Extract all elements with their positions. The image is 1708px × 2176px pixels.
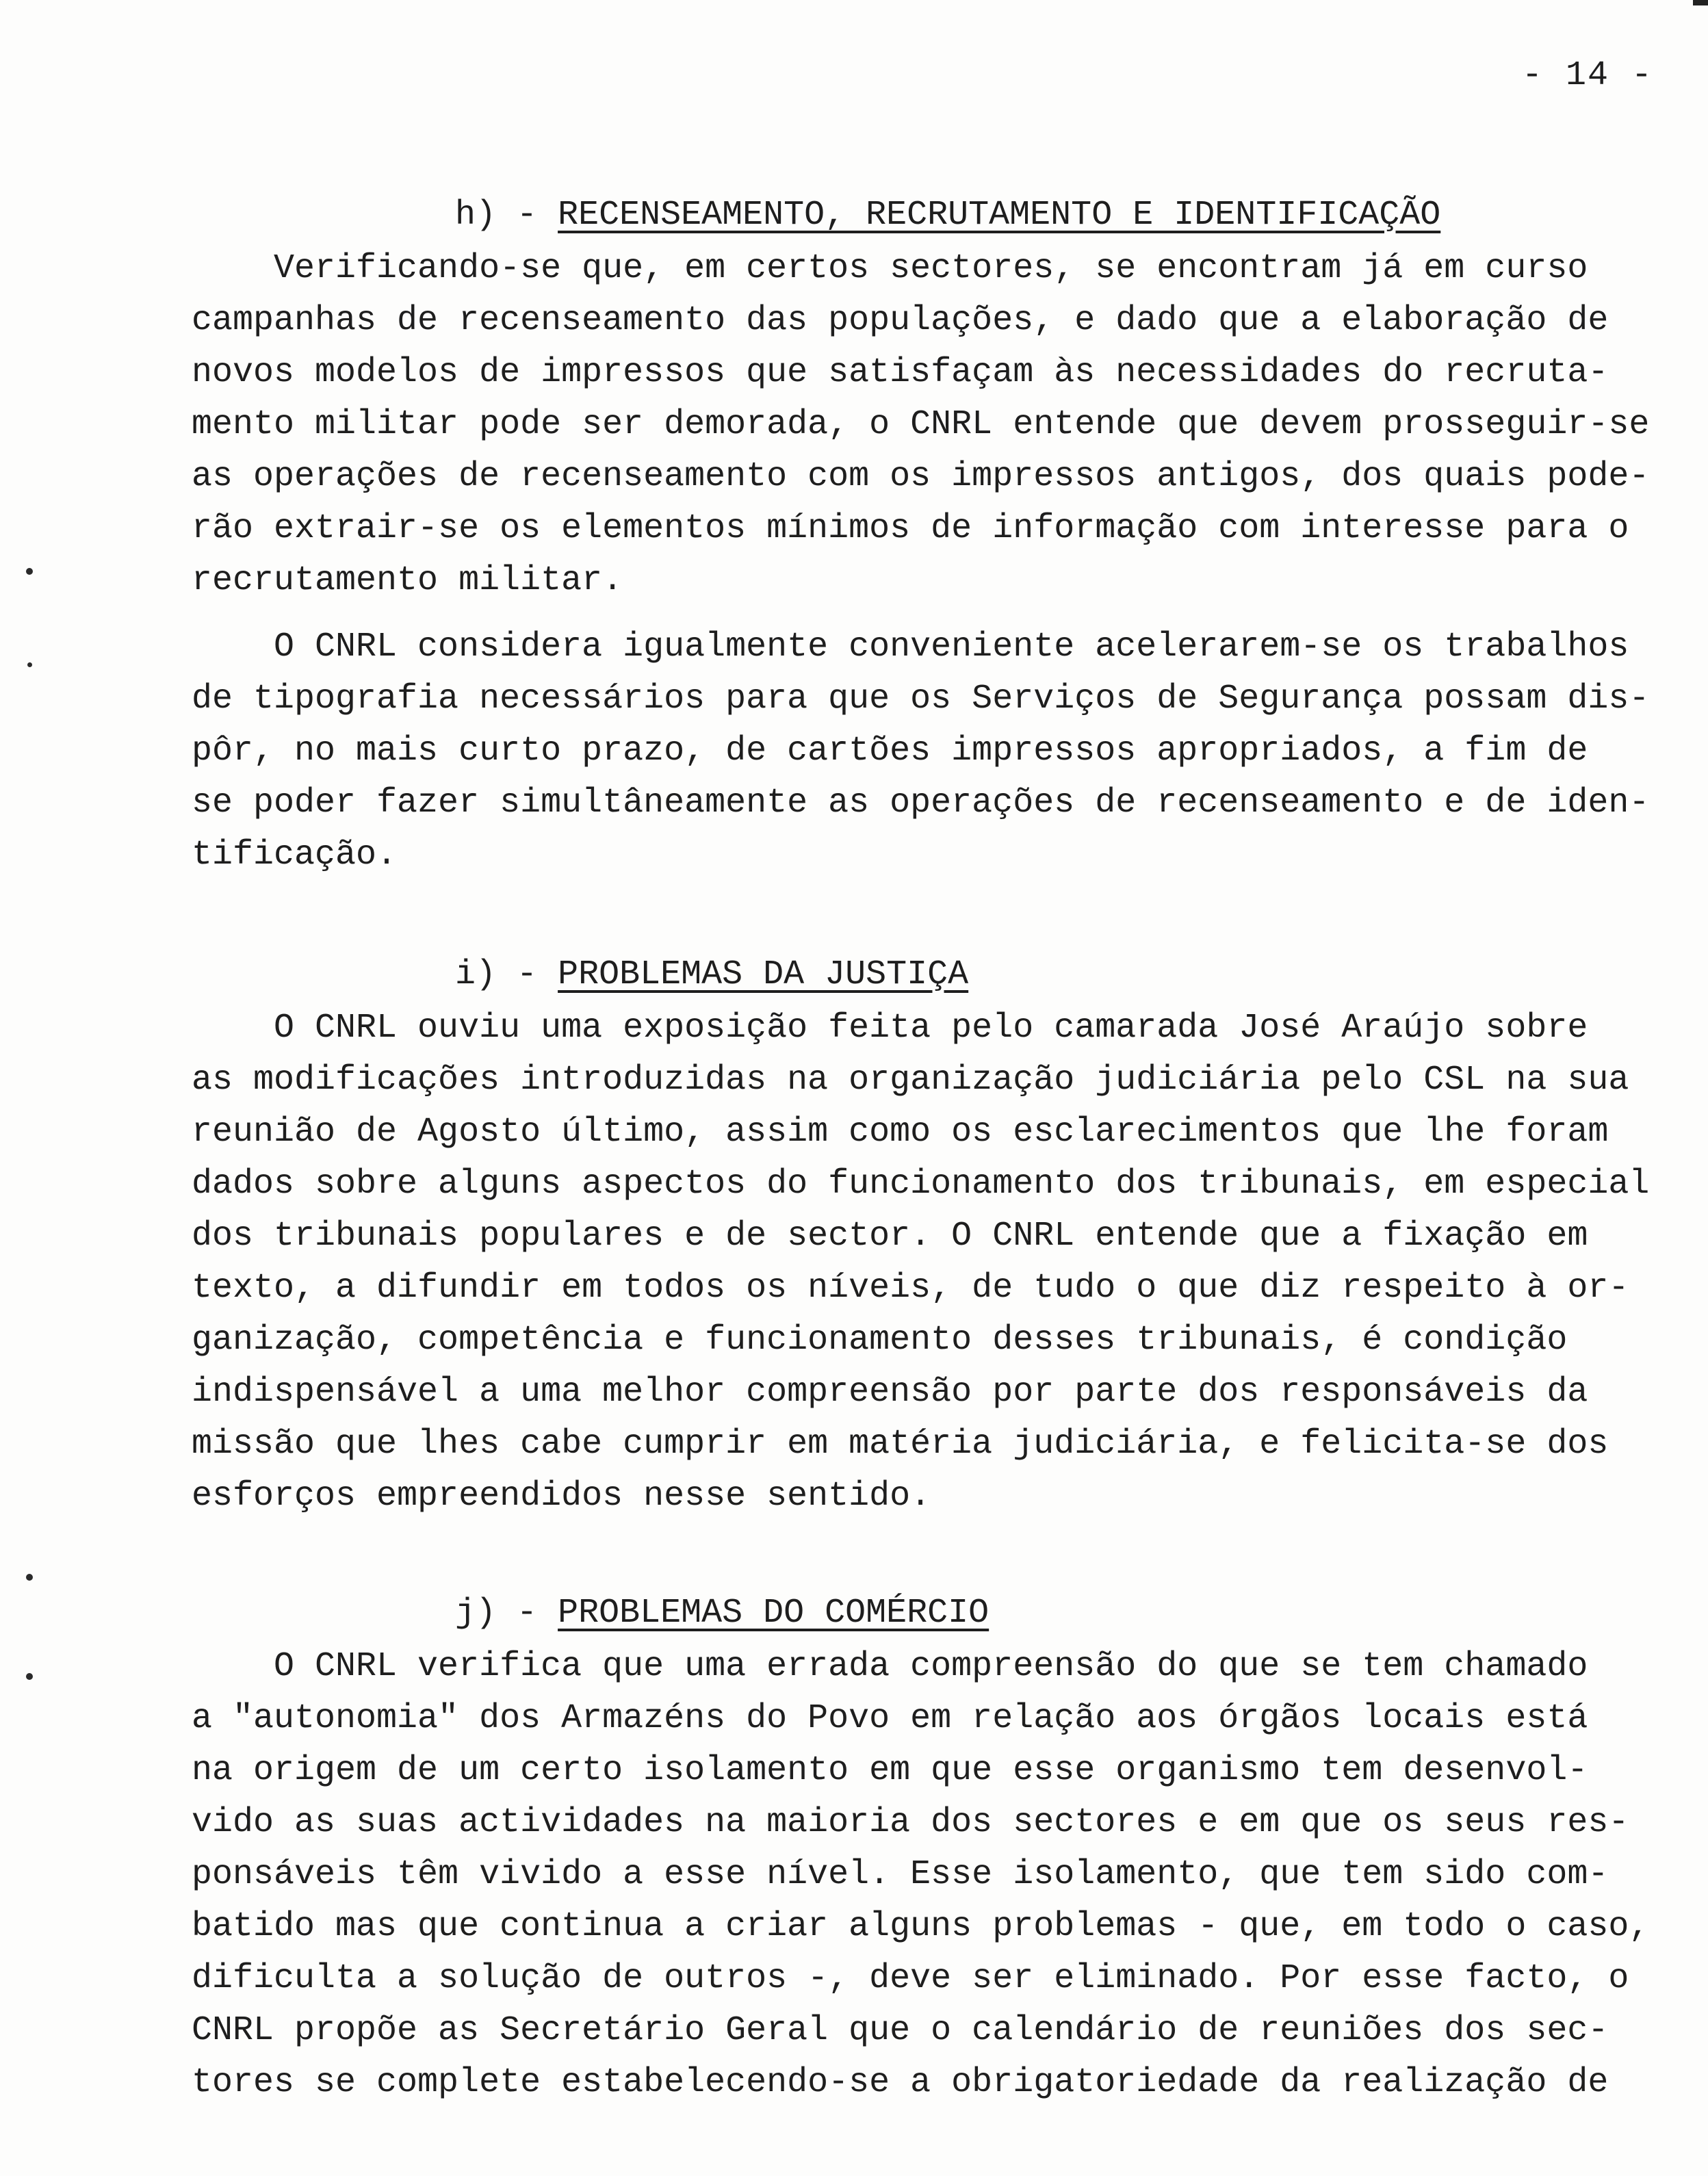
paragraph-comercio (192, 1641, 1683, 2109)
text-line: rão extrair-se os elementos mínimos de informação com interesse para o (192, 509, 1629, 548)
section-heading-title: RECENSEAMENTO, RECRUTAMENTO E IDENTIFICAÇÃO (558, 196, 1441, 235)
text-line: se poder fazer simultâneamente as operações de recenseamento e de iden- (192, 783, 1650, 823)
section-heading-prefix: i) - (455, 955, 558, 994)
page-number: - 14 - (1521, 56, 1653, 95)
text-line: O CNRL verifica que uma errada compreensão do que se tem chamado (192, 1647, 1588, 1686)
section-heading-title: PROBLEMAS DO COMÉRCIO (558, 1594, 989, 1633)
text-line: recrutamento militar. (192, 561, 623, 600)
text-line: novos modelos de impressos que satisfaçam às necessidades do recruta- (192, 353, 1609, 392)
text-line: CNRL propõe as Secretário Geral que o calendário de reuniões dos sec- (192, 2011, 1609, 2050)
text-line: O CNRL considera igualmente conveniente acelerarem-se os trabalhos (192, 627, 1629, 666)
text-line: tores se complete estabelecendo-se a obrigatoriedade da realização de (192, 2063, 1609, 2102)
paragraph-tipografia (192, 621, 1683, 881)
text-line: na origem de um certo isolamento em que esse organismo tem desenvol- (192, 1751, 1588, 1790)
text-line: dificulta a solução de outros -, deve ser eliminado. Por esse facto, o (192, 1959, 1629, 1998)
text-line: batido mas que continua a criar alguns problemas - que, em todo o caso, (192, 1907, 1650, 1946)
text-line: as operações de recenseamento com os impressos antigos, dos quais pode- (192, 457, 1650, 496)
section-heading-prefix: h) - (455, 196, 558, 235)
text-line: dados sobre alguns aspectos do funcionamento dos tribunais, em especial (192, 1165, 1650, 1204)
text-line: mento militar pode ser demorada, o CNRL entende que devem prosseguir-se (192, 405, 1650, 444)
paragraph-justica (192, 1002, 1683, 1523)
text-line: reunião de Agosto último, assim como os esclarecimentos que lhe foram (192, 1113, 1609, 1152)
text-line: campanhas de recenseamento das populações, e dado que a elaboração de (192, 301, 1609, 340)
text-line: pôr, no mais curto prazo, de cartões impressos apropriados, a fim de (192, 731, 1588, 770)
text-line: texto, a difundir em todos os níveis, de tudo o que diz respeito à or- (192, 1269, 1629, 1308)
text-line: esforços empreendidos nesse sentido. (192, 1477, 931, 1516)
margin-dot (27, 662, 32, 667)
text-line: ponsáveis têm vivido a esse nível. Esse isolamento, que tem sido com- (192, 1855, 1609, 1894)
text-line: O CNRL ouviu uma exposição feita pelo camarada José Araújo sobre (192, 1009, 1588, 1048)
text-line: tificação. (192, 836, 398, 875)
text-line: missão que lhes cabe cumprir em matéria judiciária, e felicita-se dos (192, 1425, 1609, 1464)
text-line: indispensável a uma melhor compreensão por parte dos responsáveis da (192, 1373, 1588, 1412)
text-line: as modificações introduzidas na organização judiciária pelo CSL na sua (192, 1061, 1629, 1100)
section-heading-title: PROBLEMAS DA JUSTIÇA (558, 955, 969, 994)
paragraph-recenseamento (192, 243, 1683, 607)
margin-dot (26, 568, 33, 575)
margin-dot (26, 1574, 33, 1581)
text-line: a "autonomia" dos Armazéns do Povo em relação aos órgãos locais está (192, 1699, 1588, 1738)
corner-mark (1693, 0, 1708, 5)
text-line: de tipografia necessários para que os Serviços de Segurança possam dis- (192, 679, 1650, 718)
section-heading-prefix: j) - (455, 1594, 558, 1633)
text-line: ganização, competência e funcionamento desses tribunais, é condição (192, 1321, 1568, 1360)
text-line: dos tribunais populares e de sector. O CNRL entende que a fixação em (192, 1217, 1588, 1256)
margin-dot (26, 1673, 33, 1680)
text-line: Verificando-se que, em certos sectores, se encontram já em curso (192, 249, 1588, 288)
text-line: vido as suas actividades na maioria dos sectores e em que os seus res- (192, 1803, 1629, 1842)
